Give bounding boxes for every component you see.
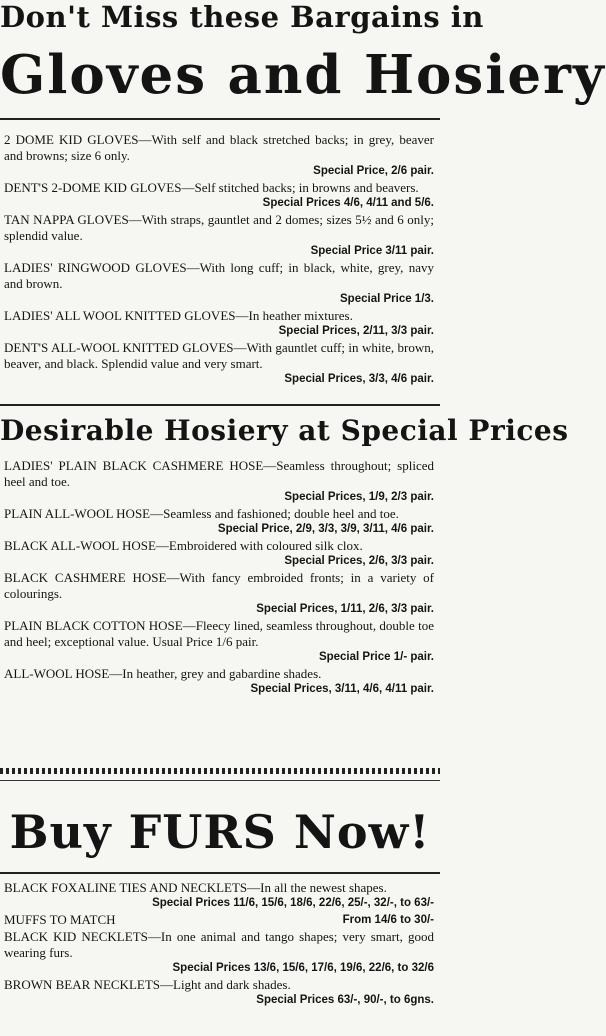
- item-description: MUFFS TO MATCH: [4, 912, 116, 927]
- gloves-section: [4, 132, 434, 388]
- item-description: LADIES' ALL WOOL KNITTED GLOVES—In heather mixtures.: [4, 308, 353, 323]
- list-item: [4, 340, 434, 387]
- list-item: [4, 618, 434, 665]
- item-description: 2 DOME KID GLOVES—With self and black stretched backs; in grey, beaver and browns; size 6 only.: [4, 132, 434, 163]
- item-price: Special Prices 4/6, 4/11 and 5/6.: [262, 197, 434, 209]
- list-item: [4, 212, 434, 259]
- item-price: Special Price, 2/6 pair.: [313, 165, 434, 177]
- item-description: BLACK FOXALINE TIES AND NECKLETS—In all the newest shapes.: [4, 880, 387, 895]
- item-description: BROWN BEAR NECKLETS—Light and dark shades.: [4, 977, 291, 992]
- item-description: DENT'S ALL-WOOL KNITTED GLOVES—With gauntlet cuff; in white, brown, beaver, and black. Splendid value and very smart.: [4, 340, 434, 371]
- list-item: [4, 880, 434, 911]
- item-description: TAN NAPPA GLOVES—With straps, gauntlet and 2 domes; sizes 5½ and 6 only; splendid value.: [4, 212, 434, 243]
- item-price: Special Prices, 3/3, 4/6 pair.: [284, 373, 434, 385]
- item-price: From 14/6 to 30/-: [342, 914, 434, 926]
- item-price: Special Prices 13/6, 15/6, 17/6, 19/6, 22/6, to 32/6: [172, 962, 434, 974]
- list-item: [4, 180, 434, 211]
- divider: [0, 780, 440, 781]
- item-price: Special Price 1/- pair.: [318, 651, 434, 663]
- divider: [0, 118, 440, 120]
- item-description: PLAIN ALL-WOOL HOSE—Seamless and fashioned; double heel and toe.: [4, 506, 399, 521]
- item-price: Special Prices, 1/9, 2/3 pair.: [284, 491, 434, 503]
- hosiery-section: [4, 458, 434, 698]
- hosiery-heading: Desirable Hosiery at Special Prices: [0, 414, 569, 447]
- list-item: [4, 538, 434, 569]
- furs-section: [4, 880, 434, 1009]
- headline-main: Gloves and Hosiery: [0, 44, 606, 106]
- list-item: [4, 912, 434, 928]
- divider: [0, 404, 440, 406]
- list-item: [4, 977, 434, 1008]
- list-item: [4, 260, 434, 307]
- list-item: [4, 929, 434, 976]
- item-price: Special Prices 11/6, 15/6, 18/6, 22/6, 25/-, 32/-, to 63/-: [152, 897, 434, 909]
- item-price: Special Prices, 1/11, 2/6, 3/3 pair.: [256, 603, 434, 615]
- item-description: DENT'S 2-DOME KID GLOVES—Self stitched backs; in browns and beavers.: [4, 180, 419, 195]
- item-description: ALL-WOOL HOSE—In heather, grey and gabardine shades.: [4, 666, 322, 681]
- item-price: Special Price 1/3.: [340, 293, 434, 305]
- furs-heading: Buy FURS Now!: [9, 805, 431, 859]
- item-price: Special Prices, 2/11, 3/3 pair.: [278, 325, 434, 337]
- headline-top: Don't Miss these Bargains in: [0, 0, 484, 34]
- item-description: LADIES' RINGWOOD GLOVES—With long cuff; in black, white, grey, navy and brown.: [4, 260, 434, 291]
- item-price: Special Prices 63/-, 90/-, to 6gns.: [256, 994, 434, 1006]
- list-item: [4, 132, 434, 179]
- divider: [0, 872, 440, 874]
- item-price: Special Price 3/11 pair.: [310, 245, 434, 257]
- item-price: Special Prices, 2/6, 3/3 pair.: [284, 555, 434, 567]
- item-description: LADIES' PLAIN BLACK CASHMERE HOSE—Seamless throughout; spliced heel and toe.: [4, 458, 434, 489]
- divider: [0, 768, 440, 774]
- item-description: BLACK KID NECKLETS—In one animal and tango shapes; very smart, good wearing furs.: [4, 929, 434, 960]
- item-description: BLACK ALL-WOOL HOSE—Embroidered with coloured silk clox.: [4, 538, 363, 553]
- item-price: Special Price, 2/9, 3/3, 3/9, 3/11, 4/6 pair.: [217, 523, 434, 535]
- item-description: PLAIN BLACK COTTON HOSE—Fleecy lined, seamless throughout, double toe and heel; exceptional value. Usual Price 1/6 pair.: [4, 618, 434, 649]
- list-item: [4, 570, 434, 617]
- item-description: BLACK CASHMERE HOSE—With fancy embroided fronts; in a variety of colourings.: [4, 570, 434, 601]
- list-item: [4, 666, 434, 697]
- list-item: [4, 506, 434, 537]
- list-item: [4, 308, 434, 339]
- list-item: [4, 458, 434, 505]
- item-price: Special Prices, 3/11, 4/6, 4/11 pair.: [250, 683, 434, 695]
